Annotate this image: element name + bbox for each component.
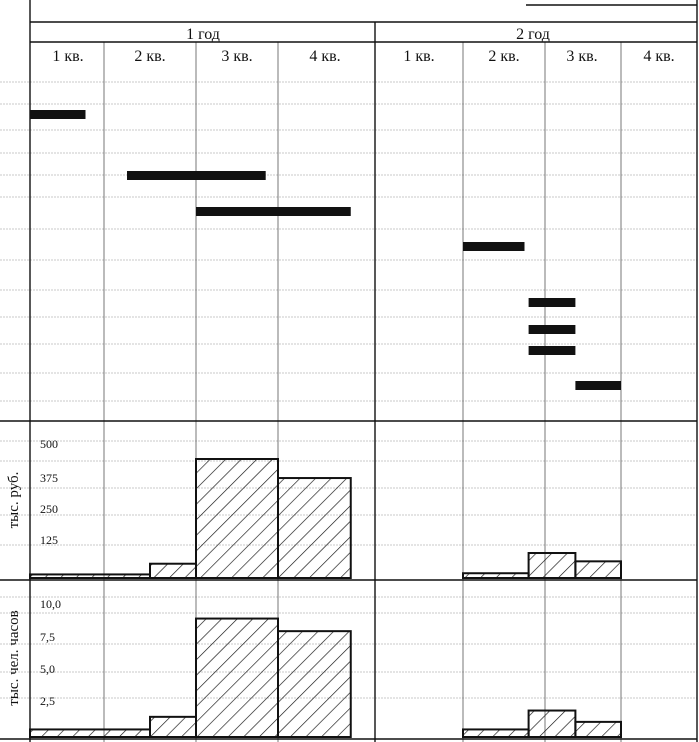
task-bar bbox=[463, 242, 525, 251]
task-bar bbox=[30, 110, 86, 119]
year-1-label: 1 год bbox=[186, 26, 220, 43]
year-2-quarter-3-label: 3 кв. bbox=[566, 48, 598, 65]
task-bar bbox=[127, 171, 266, 180]
histograms bbox=[30, 459, 621, 737]
year-2-quarter-4-label: 4 кв. bbox=[643, 48, 675, 65]
cost-histogram-bar bbox=[150, 564, 196, 578]
labor-tick-label: 7,5 bbox=[40, 630, 55, 644]
task-bar bbox=[529, 298, 576, 307]
cost-tick-label: 250 bbox=[40, 502, 58, 516]
task-bar bbox=[529, 325, 576, 334]
labor-histogram-bar bbox=[278, 631, 351, 737]
labor-axis-label: тыс. чел. часов bbox=[6, 610, 22, 706]
labor-histogram-bar bbox=[30, 729, 150, 737]
task-bar bbox=[575, 381, 621, 390]
labor-histogram-bar bbox=[196, 619, 278, 737]
labor-tick-label: 5,0 bbox=[40, 662, 55, 676]
labor-tick-label: 10,0 bbox=[40, 597, 61, 611]
labor-histogram-bar bbox=[150, 717, 196, 737]
year-1-quarter-2-label: 2 кв. bbox=[134, 48, 166, 65]
year-1-quarter-4-label: 4 кв. bbox=[309, 48, 341, 65]
labor-histogram-bar bbox=[463, 729, 529, 737]
cost-histogram-bar bbox=[463, 573, 529, 578]
cost-histogram-bar bbox=[30, 574, 150, 578]
cost-histogram-bar bbox=[575, 561, 621, 578]
labor-histogram-bar bbox=[575, 722, 621, 737]
cost-tick-label: 375 bbox=[40, 471, 58, 485]
year-2-quarter-1-label: 1 кв. bbox=[403, 48, 435, 65]
cost-tick-label: 125 bbox=[40, 533, 58, 547]
labor-tick-label: 2,5 bbox=[40, 694, 55, 708]
task-bars bbox=[30, 110, 621, 390]
task-bar bbox=[196, 207, 351, 216]
cost-tick-label: 500 bbox=[40, 437, 58, 451]
cost-histogram-bar bbox=[529, 553, 576, 578]
task-bar bbox=[529, 346, 576, 355]
year-2-quarter-2-label: 2 кв. bbox=[488, 48, 520, 65]
cost-histogram-bar bbox=[278, 478, 351, 578]
cost-axis-label: тыс. руб. bbox=[6, 471, 22, 529]
cost-histogram-bar bbox=[196, 459, 278, 578]
year-1-quarter-3-label: 3 кв. bbox=[221, 48, 253, 65]
year-2-label: 2 год bbox=[516, 26, 550, 43]
labor-histogram-bar bbox=[529, 711, 576, 737]
year-1-quarter-1-label: 1 кв. bbox=[52, 48, 84, 65]
